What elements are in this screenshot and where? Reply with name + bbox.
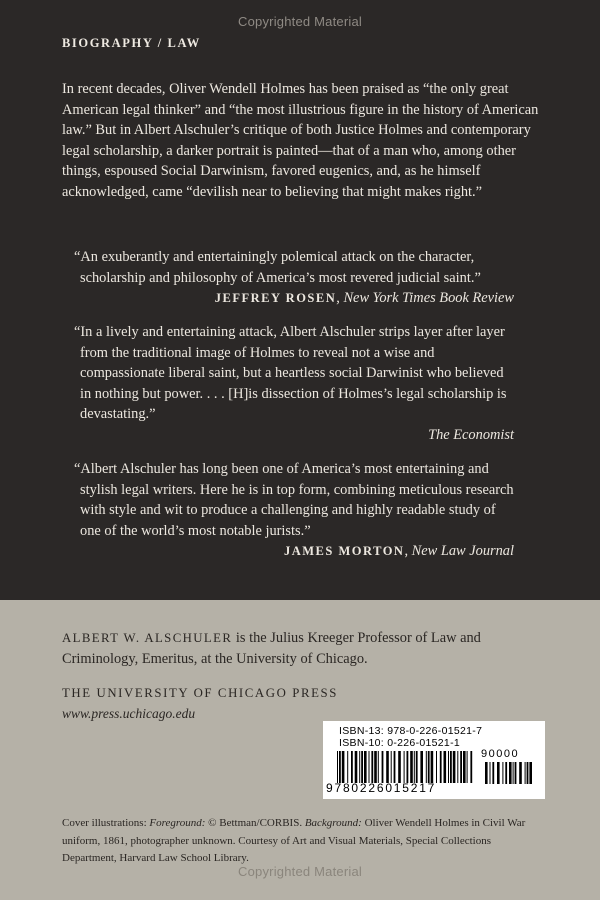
barcode-bar: [355, 751, 358, 783]
review-source: New Law Journal: [411, 543, 514, 560]
barcode-bar: [497, 762, 500, 784]
quote-attribution: JEFFREY ROSEN, New York Times Book Review: [214, 290, 514, 307]
publisher-website[interactable]: www.press.uchicago.edu: [62, 706, 196, 721]
barcode-bar: [515, 762, 517, 784]
barcode-bar: [339, 751, 341, 783]
barcode-bar: [460, 751, 462, 783]
quote-text: “In a lively and entertaining attack, Albert Alschuler strips layer after layer from the traditional image of Holmes to reveal not a wise and compassionate liberal saint, but a heartless social Darwinist who believed in nothing but power. . . . [H]is dissection of Holmes’s legal scholarship is devastating.”: [74, 324, 507, 423]
barcode-bar: [369, 751, 370, 783]
barcode-bar: [361, 751, 363, 783]
barcode-bar: [440, 751, 442, 783]
addon-barcode-bars: [483, 762, 533, 784]
isbn-13: ISBN-13: 978-0-226-01521-7: [339, 725, 483, 737]
ean-digits: 9780226015217: [326, 781, 437, 795]
barcode-bar: [490, 762, 491, 784]
barcode-bar: [359, 751, 360, 783]
barcode-bar: [378, 751, 379, 783]
barcode-bar: [463, 751, 466, 783]
barcode-bar: [347, 751, 348, 783]
cover-credits: [62, 815, 548, 868]
barcode-bar: [371, 751, 373, 783]
barcode-bar: [351, 751, 353, 783]
barcode-bar: [374, 751, 377, 783]
quote-text: “An exuberantly and entertainingly polemical attack on the character, scholarship and philosophy of America’s most revered judicial saint.”: [74, 249, 481, 286]
credits-foreground-label: Foreground:: [149, 817, 206, 829]
barcode-bar: [337, 751, 338, 783]
isbn-10: ISBN-10: 0-226-01521-1: [339, 737, 461, 749]
barcode-bar: [450, 751, 452, 783]
barcode-bar: [398, 751, 401, 783]
credits-background-label: Background:: [304, 817, 362, 829]
quote-text: “Albert Alschuler has long been one of America’s most entertaining and stylish legal writers. Here he is in top form, combining meticulous research with style and wit to produce a challenging and highly readable study of one of the world’s most notable jurists.”: [74, 461, 514, 539]
reviewer-name: JEFFREY ROSEN: [214, 291, 337, 306]
barcode-bar: [431, 751, 434, 783]
review-quote-2: [74, 322, 514, 446]
back-cover-light-panel: [0, 600, 600, 900]
barcode-bar: [492, 762, 494, 784]
barcode-bar: [414, 751, 415, 783]
barcode-bar: [342, 751, 345, 783]
barcode-bar: [529, 762, 532, 784]
credits-foreground-text: © Bettman/CORBIS.: [205, 817, 305, 829]
barcode-bar: [467, 751, 468, 783]
barcode-bar: [410, 751, 413, 783]
watermark-bottom: Copyrighted Material: [238, 864, 362, 879]
barcode-bar: [485, 762, 488, 784]
barcode-bar: [391, 751, 392, 783]
credits-label: Cover illustrations:: [62, 817, 150, 829]
reviewer-name: JAMES MORTON: [283, 544, 405, 559]
barcode-bar: [407, 751, 409, 783]
barcode-bar: [525, 762, 526, 784]
review-quote-3: [74, 459, 514, 562]
review-source: The Economist: [428, 426, 514, 443]
watermark-top: Copyrighted Material: [238, 14, 362, 29]
barcode-bar: [426, 751, 427, 783]
credits-background-text: Oliver Wendell Holmes in Civil War uniform, 1861, photographer unknown. Courtesy of Art and Visual Materials, Special Collections Department, Harvard Law School Library.: [62, 817, 526, 864]
quote-attribution: JAMES MORTON, New Law Journal: [283, 543, 514, 560]
barcode-bar: [386, 751, 389, 783]
barcode-bar: [509, 762, 512, 784]
review-quote-1: [74, 247, 514, 309]
barcode-bar: [470, 751, 472, 783]
barcode-bar: [364, 751, 367, 783]
ean-barcode-bars: [335, 751, 475, 783]
barcode-bar: [519, 762, 522, 784]
barcode-bar: [527, 762, 529, 784]
barcode-bar: [448, 751, 449, 783]
barcode-bar: [502, 762, 503, 784]
barcode-bar: [428, 751, 430, 783]
isbn-barcode: [323, 721, 545, 799]
author-bio-text: is the Julius Kreeger Professor of Law and Criminology, Emeritus, at the University of Chicago.: [62, 630, 481, 667]
barcode-bar: [382, 751, 384, 783]
barcode-bar: [436, 751, 437, 783]
publisher-name: THE UNIVERSITY OF CHICAGO PRESS: [62, 686, 338, 700]
barcode-bar: [453, 751, 456, 783]
author-name: ALBERT W. ALSCHULER: [62, 631, 233, 645]
barcode-bar: [420, 751, 423, 783]
barcode-bar: [457, 751, 458, 783]
barcode-bar: [416, 751, 418, 783]
barcode-bar: [404, 751, 405, 783]
barcode-bar: [444, 751, 447, 783]
barcode-bar: [513, 762, 514, 784]
price-code: 90000: [481, 748, 520, 760]
barcode-bar: [394, 751, 396, 783]
author-bio: [62, 628, 546, 669]
review-source: New York Times Book Review: [343, 290, 514, 307]
category-label: BIOGRAPHY / LAW: [62, 36, 201, 50]
quote-attribution: [80, 425, 514, 446]
book-summary: In recent decades, Oliver Wendell Holmes has been praised as “the only great American legal thinker” and “the most illustrious figure in the history of American law.” But in Albert Alschuler’s critique of both Justice Holmes and contemporary legal scholarship, a darker portrait is painted—that of a man who, among other things, espoused Social Darwinism, favored eugenics, and, as he himself acknowledged, came “devilish near to believing that might makes right.”: [62, 81, 539, 200]
barcode-bar: [505, 762, 507, 784]
